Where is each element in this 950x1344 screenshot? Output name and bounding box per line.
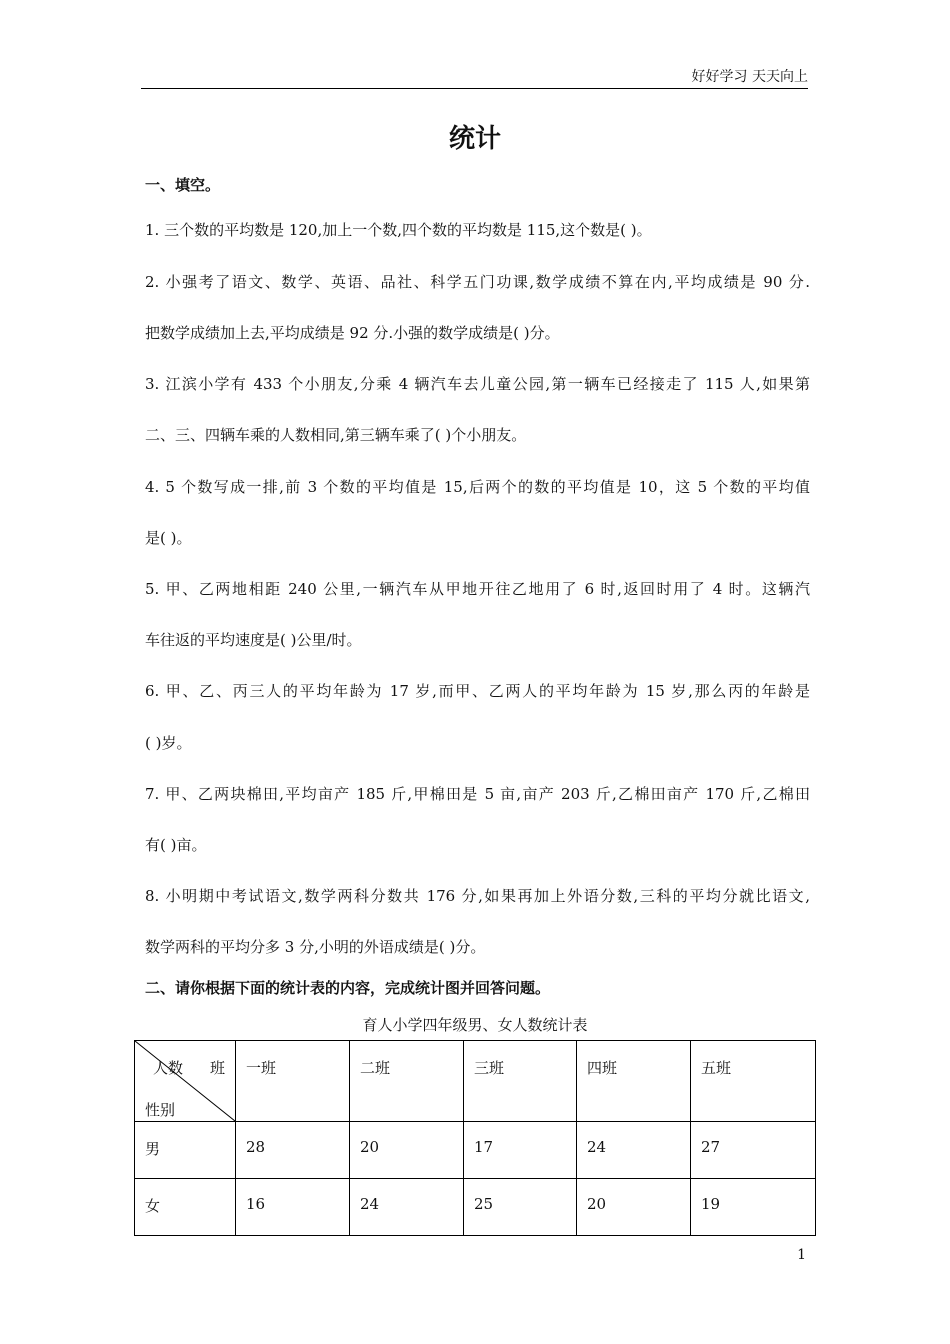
table-row (135, 1179, 816, 1236)
table-header-row (135, 1041, 816, 1122)
section-1-heading: 一、填空。 (145, 176, 221, 194)
row-label: 女 (135, 1179, 236, 1236)
question-line: 2. 小强考了语文、数学、英语、品社、科学五门功课,数学成绩不算在内,平均成绩是 90 分. (145, 273, 810, 291)
table-corner-cell (135, 1041, 236, 1122)
question-line: 把数学成绩加上去,平均成绩是 92 分.小强的数学成绩是( )分。 (145, 324, 560, 342)
table-cell: 17 (464, 1122, 577, 1179)
table-cell: 20 (350, 1122, 464, 1179)
column-header: 四班 (577, 1041, 691, 1122)
question-line: 有( )亩。 (145, 836, 207, 854)
table-cell: 20 (577, 1179, 691, 1236)
question-line: 数学两科的平均分多 3 分,小明的外语成绩是( )分。 (145, 938, 486, 956)
table-cell: 27 (691, 1122, 816, 1179)
section-2-heading: 二、请你根据下面的统计表的内容，完成统计图并回答问题。 (145, 979, 551, 997)
question-line: 3. 江滨小学有 433 个小朋友,分乘 4 辆汽车去儿童公园,第一辆车已经接走了 115 人,如果第 (145, 375, 810, 393)
question-line: 5. 甲、乙两地相距 240 公里,一辆汽车从甲地开往乙地用了 6 时,返回时用了 4 时。这辆汽 (145, 580, 810, 598)
stats-table (134, 1040, 816, 1236)
question-line: 1. 三个数的平均数是 120,加上一个数,四个数的平均数是 115,这个数是( )。 (145, 221, 652, 239)
header-motto: 好好学习 天天向上 (691, 69, 808, 85)
table-cell: 19 (691, 1179, 816, 1236)
table-row (135, 1122, 816, 1179)
question-line: 二、三、四辆车乘的人数相同,第三辆车乘了( )个小朋友。 (145, 426, 527, 444)
corner-label-gender: 性别 (145, 1101, 176, 1119)
corner-label-count: 人数 (153, 1059, 184, 1077)
column-header: 五班 (691, 1041, 816, 1122)
question-line: 8. 小明期中考试语文,数学两科分数共 176 分,如果再加上外语分数,三科的平均分就比语文, (145, 887, 810, 905)
table-cell: 25 (464, 1179, 577, 1236)
question-line: 4. 5 个数写成一排,前 3 个数的平均值是 15,后两个的数的平均值是 10，这 5 个数的平均值 (145, 478, 810, 496)
question-line: ( )岁。 (145, 734, 192, 752)
table-cell: 16 (236, 1179, 350, 1236)
header-divider (141, 88, 808, 89)
table-cell: 28 (236, 1122, 350, 1179)
table-cell: 24 (350, 1179, 464, 1236)
question-line: 车往返的平均速度是( )公里/时。 (145, 631, 362, 649)
column-header: 三班 (464, 1041, 577, 1122)
page-title: 统计 (448, 124, 501, 154)
question-line: 是( )。 (145, 529, 192, 547)
column-header: 一班 (236, 1041, 350, 1122)
row-label: 男 (135, 1122, 236, 1179)
page-number: 1 (797, 1247, 806, 1263)
corner-label-class: 班 (209, 1059, 225, 1077)
question-line: 7. 甲、乙两块棉田,平均亩产 185 斤,甲棉田是 5 亩,亩产 203 斤,乙棉田亩产 170 斤,乙棉田 (145, 785, 810, 803)
table-cell: 24 (577, 1122, 691, 1179)
column-header: 二班 (350, 1041, 464, 1122)
table-caption: 育人小学四年级男、女人数统计表 (362, 1016, 588, 1034)
question-line: 6. 甲、乙、丙三人的平均年龄为 17 岁,而甲、乙两人的平均年龄为 15 岁,那么丙的年龄是 (145, 682, 810, 700)
